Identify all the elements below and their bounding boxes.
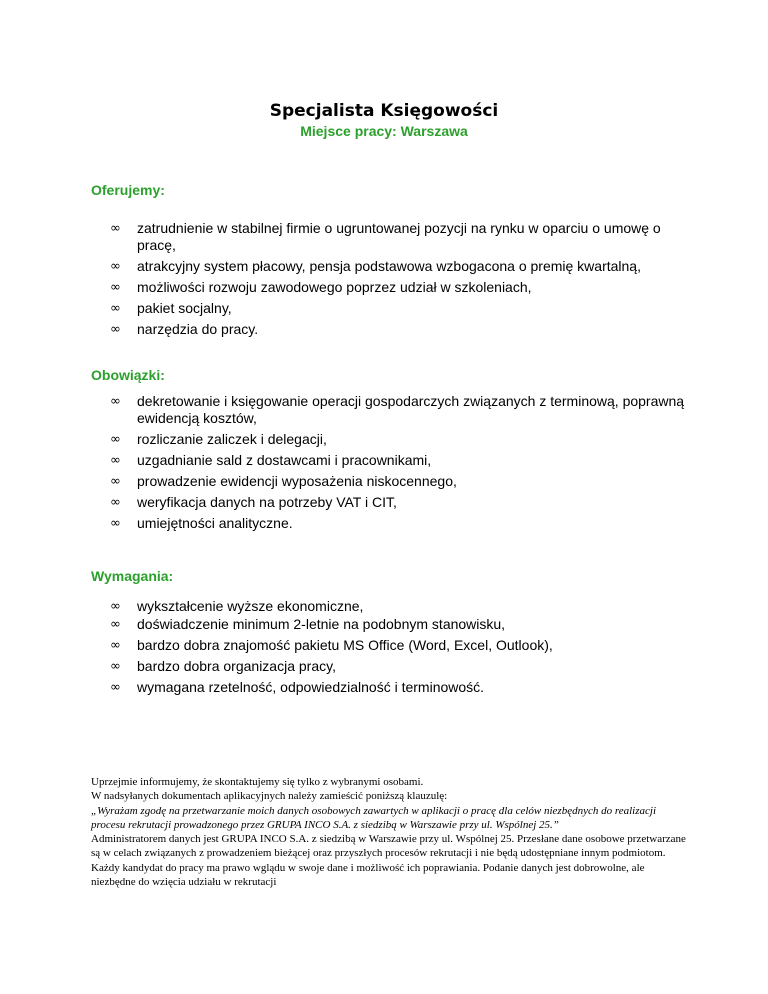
clause-instruction: W nadsyłanych dokumentach aplikacyjnych należy zamieścić poniższą klauzulę: bbox=[91, 790, 448, 803]
list-item bbox=[110, 616, 690, 633]
list-item bbox=[110, 598, 690, 615]
list-item bbox=[110, 679, 690, 696]
bullet-icon: ∞ bbox=[110, 280, 121, 295]
list-item-text: pakiet socjalny, bbox=[137, 300, 232, 316]
requirements-heading: Wymagania: bbox=[91, 568, 174, 584]
list-item-text: doświadczenie minimum 2-letnie na podobnym stanowisku, bbox=[137, 616, 506, 632]
bullet-icon: ∞ bbox=[110, 659, 121, 674]
list-item-text: umiejętności analityczne. bbox=[137, 515, 293, 531]
consent-clause: „Wyrażam zgodę na przetwarzanie moich danych osobowych zawartych w aplikacji o pracę dla celów niezbędnych do realizacji procesu rekrutacji prowadzonego przez GRUPA INCO S.A. z siedzibą w Warszawie przy ul. Wspólnej 25.” bbox=[91, 804, 657, 831]
bullet-icon: ∞ bbox=[110, 394, 121, 409]
bullet-icon: ∞ bbox=[110, 599, 121, 614]
list-item-text: możliwości rozwoju zawodowego poprzez udział w szkoleniach, bbox=[137, 279, 532, 295]
bullet-icon: ∞ bbox=[110, 453, 121, 468]
list-item bbox=[110, 494, 690, 511]
bullet-icon: ∞ bbox=[110, 516, 121, 531]
data-admin-notice: Administratorem danych jest GRUPA INCO S.A. z siedzibą w Warszawie przy ul. Wspólnej 25. Przesłane dane osobowe przetwarzane są w celach związanych z prowadzeniem bieżącej oraz przyszłych procesów rekrutacji i nie będą udostępniane innym podmiotom. Każdy kandydat do pracy ma prawo wglądu w swoje dane i możliwość ich poprawiania. Podanie danych jest dobrowolne, ale niezbędne do wzięcia udziału w rekrutacji bbox=[91, 833, 686, 889]
duties-heading: Obowiązki: bbox=[91, 367, 165, 383]
bullet-icon: ∞ bbox=[110, 432, 121, 447]
list-item-text: dekretowanie i księgowanie operacji gospodarczych związanych z terminową, poprawną ewidencją kosztów, bbox=[137, 393, 685, 426]
list-item bbox=[110, 393, 690, 427]
list-item bbox=[110, 258, 690, 275]
job-title: Specjalista Księgowości bbox=[269, 101, 499, 121]
offer-list bbox=[110, 220, 690, 342]
list-item bbox=[110, 473, 690, 490]
list-item-text: rozliczanie zaliczek i delegacji, bbox=[137, 431, 327, 447]
bullet-icon: ∞ bbox=[110, 259, 121, 274]
contact-notice: Uprzejmie informujemy, że skontaktujemy się tylko z wybranymi osobami. bbox=[91, 776, 424, 788]
list-item-text: wykształcenie wyższe ekonomiczne, bbox=[137, 598, 364, 614]
list-item-text: weryfikacja danych na potrzeby VAT i CIT, bbox=[137, 494, 397, 510]
offer-heading: Oferujemy: bbox=[91, 182, 165, 198]
list-item-text: narzędzia do pracy. bbox=[137, 321, 259, 337]
list-item-text: wymagana rzetelność, odpowiedzialność i terminowość. bbox=[137, 679, 485, 695]
bullet-icon: ∞ bbox=[110, 680, 121, 695]
list-item bbox=[110, 658, 690, 675]
bullet-icon: ∞ bbox=[110, 495, 121, 510]
list-item-text: bardzo dobra organizacja pracy, bbox=[137, 658, 336, 674]
bullet-icon: ∞ bbox=[110, 221, 121, 236]
list-item bbox=[110, 300, 690, 317]
list-item-text: bardzo dobra znajomość pakietu MS Office (Word, Excel, Outlook), bbox=[137, 637, 553, 653]
list-item bbox=[110, 637, 690, 654]
list-item bbox=[110, 431, 690, 448]
bullet-icon: ∞ bbox=[110, 474, 121, 489]
bullet-icon: ∞ bbox=[110, 617, 121, 632]
list-item bbox=[110, 279, 690, 296]
duties-list bbox=[110, 393, 690, 536]
list-item bbox=[110, 515, 690, 532]
list-item-text: zatrudnienie w stabilnej firmie o ugruntowanej pozycji na rynku w oparciu o umowę o pracę, bbox=[137, 220, 661, 253]
bullet-icon: ∞ bbox=[110, 301, 121, 316]
rodo-footer bbox=[91, 775, 691, 889]
list-item-text: atrakcyjny system płacowy, pensja podstawowa wzbogacona o premię kwartalną, bbox=[137, 258, 641, 274]
list-item bbox=[110, 452, 690, 469]
requirements-list bbox=[110, 598, 690, 700]
list-item bbox=[110, 321, 690, 338]
list-item-text: uzgadnianie sald z dostawcami i pracownikami, bbox=[137, 452, 432, 468]
list-item-text: prowadzenie ewidencji wyposażenia niskocennego, bbox=[137, 473, 457, 489]
bullet-icon: ∞ bbox=[110, 322, 121, 337]
list-item bbox=[110, 220, 690, 254]
bullet-icon: ∞ bbox=[110, 638, 121, 653]
job-location: Miejsce pracy: Warszawa bbox=[300, 123, 468, 139]
